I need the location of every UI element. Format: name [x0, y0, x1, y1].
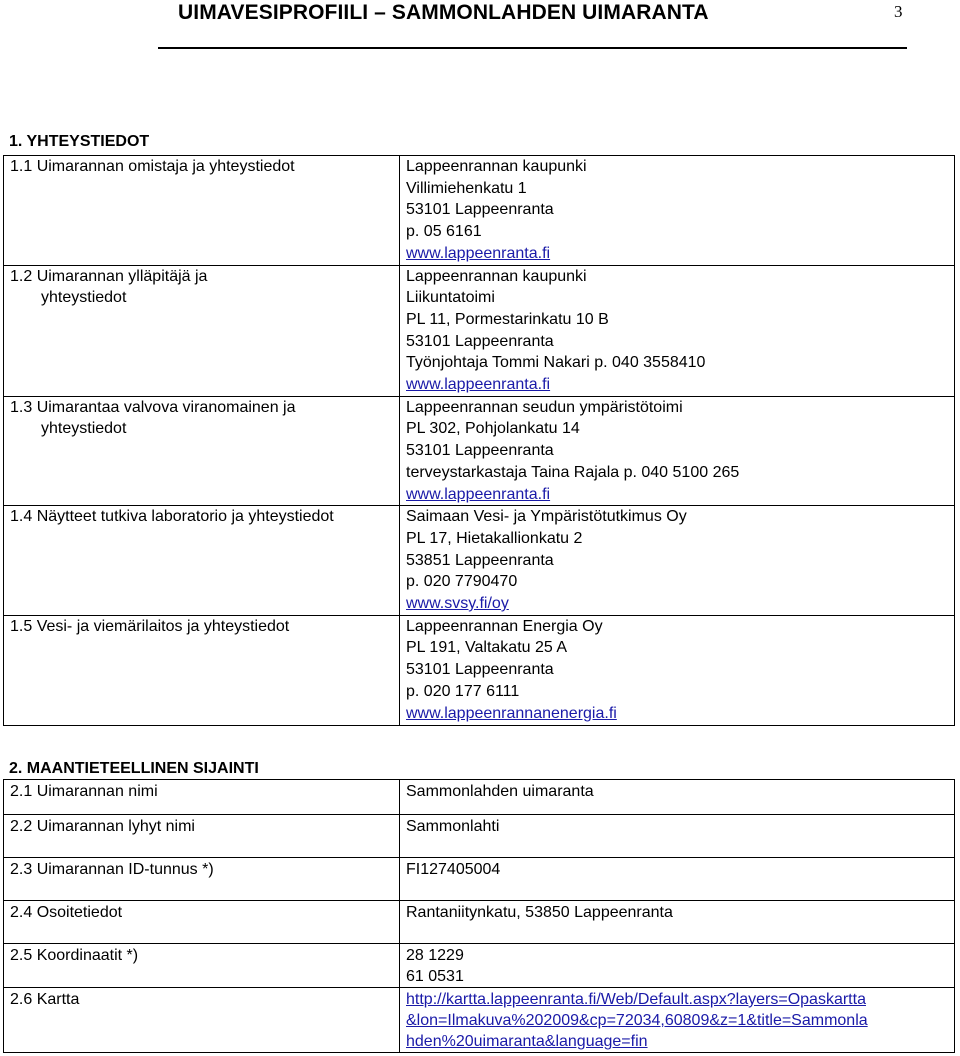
map-link[interactable]: hden%20uimaranta&language=fin [406, 1033, 648, 1050]
row-value: Sammonlahti [400, 815, 955, 858]
row-value: Rantaniitynkatu, 53850 Lappeenranta [400, 901, 955, 944]
row-label: 2.4 Osoitetiedot [4, 901, 400, 944]
table-row [4, 944, 955, 988]
website-link[interactable]: www.lappeenranta.fi [406, 485, 551, 503]
row-label: 1.2 Uimarannan ylläpitäjä ja yhteystiedot [4, 265, 400, 396]
row-value: Lappeenrannan kaupunki Liikuntatoimi PL 11, Pormestarinkatu 10 B 53101 Lappeenranta Työnjohtaja Tommi Nakari p. 040 3558410 www.lappeenranta.fi [400, 265, 955, 396]
map-link[interactable]: &lon=Ilmakuva%202009&cp=72034,60809&z=1&title=Sammonla [406, 1012, 868, 1029]
table-row [4, 901, 955, 944]
table-row [4, 615, 955, 725]
website-link[interactable]: www.lappeenranta.fi [406, 376, 551, 394]
row-value [400, 988, 955, 1053]
table-row [4, 265, 955, 396]
table-row [4, 815, 955, 858]
location-table [3, 779, 955, 1053]
row-label: 2.6 Kartta [4, 988, 400, 1053]
row-label: 2.3 Uimarannan ID-tunnus *) [4, 858, 400, 901]
row-value: Saimaan Vesi- ja Ympäristötutkimus Oy PL 17, Hietakallionkatu 2 53851 Lappeenranta p. 020 7790470 www.svsy.fi/oy [400, 506, 955, 616]
row-value: Lappeenrannan kaupunki Villimiehenkatu 1 53101 Lappeenranta p. 05 6161 www.lappeenranta.fi [400, 156, 955, 266]
row-value: Sammonlahden uimaranta [400, 780, 955, 815]
row-label: 1.5 Vesi- ja viemärilaitos ja yhteystiedot [4, 615, 400, 725]
row-label: 2.2 Uimarannan lyhyt nimi [4, 815, 400, 858]
table-row [4, 988, 955, 1053]
website-link[interactable]: www.lappeenrannanenergia.fi [406, 704, 617, 722]
table-row [4, 396, 955, 506]
header-rule [158, 47, 907, 49]
table-row [4, 156, 955, 266]
page-header [0, 0, 960, 60]
table-row [4, 858, 955, 901]
row-value: 28 1229 61 0531 [400, 944, 955, 988]
document-title: UIMAVESIPROFIILI – SAMMONLAHDEN UIMARANTA [178, 1, 709, 24]
row-value: Lappeenrannan Energia Oy PL 191, Valtakatu 25 A 53101 Lappeenranta p. 020 177 6111 www.lappeenrannanenergia.fi [400, 615, 955, 725]
row-value: FI127405004 [400, 858, 955, 901]
contact-table [3, 155, 955, 726]
website-link[interactable]: www.svsy.fi/oy [406, 595, 509, 613]
section-2-title: 2. MAANTIETEELLINEN SIJAINTI [9, 760, 259, 777]
row-label: 1.1 Uimarannan omistaja ja yhteystiedot [4, 156, 400, 266]
website-link[interactable]: www.lappeenranta.fi [406, 244, 551, 262]
page-number: 3 [894, 2, 903, 21]
table-row [4, 780, 955, 815]
row-label: 2.1 Uimarannan nimi [4, 780, 400, 815]
row-label: 2.5 Koordinaatit *) [4, 944, 400, 988]
row-value: Lappeenrannan seudun ympäristötoimi PL 302, Pohjolankatu 14 53101 Lappeenranta terveystarkastaja Taina Rajala p. 040 5100 265 www.lappeenranta.fi [400, 396, 955, 506]
map-link[interactable]: http://kartta.lappeenranta.fi/Web/Default.aspx?layers=Opaskartta [406, 991, 866, 1008]
row-label: 1.4 Näytteet tutkiva laboratorio ja yhteystiedot [4, 506, 400, 616]
section-1-title: 1. YHTEYSTIEDOT [9, 133, 150, 150]
table-row [4, 506, 955, 616]
row-label: 1.3 Uimarantaa valvova viranomainen ja yhteystiedot [4, 396, 400, 506]
